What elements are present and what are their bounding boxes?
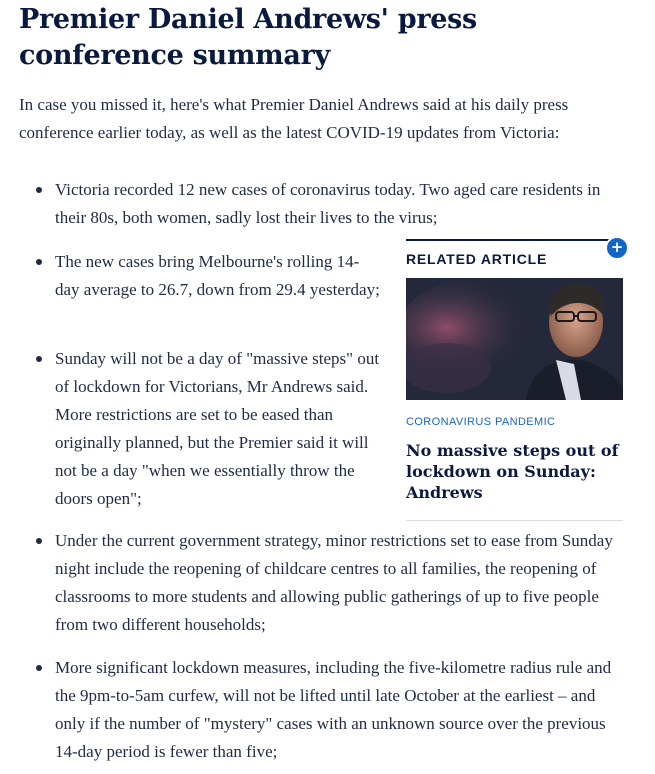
list-item-text: More significant lockdown measures, including the five-kilometre radius rule and the 9pm-to-5am curfew, will not be lifted until late October at the earliest – and only if the number of "mystery" cases with an unknown source over the previous 14-day period is fewer than five; [55, 658, 612, 761]
related-article-category[interactable]: CORONAVIRUS PANDEMIC [406, 416, 556, 428]
list-item-text: Victoria recorded 12 new cases of coronavirus today. Two aged care residents in their 80s, both women, sadly lost their lives to the virus; [55, 180, 601, 227]
list-item [55, 527, 625, 639]
list-item [55, 248, 380, 304]
bullet-icon [36, 356, 42, 362]
article-intro: In case you missed it, here's what Premier Daniel Andrews said at his daily press conference earlier today, as well as the latest COVID-19 updates from Victoria: [19, 95, 569, 142]
bullet-icon [36, 538, 42, 544]
related-article-title[interactable]: No massive steps out of lockdown on Sunday: Andrews [406, 441, 619, 502]
article-title: Premier Daniel Andrews' press conference summary [19, 4, 477, 71]
list-item [55, 345, 390, 513]
bullet-icon [36, 187, 42, 193]
list-item-text: The new cases bring Melbourne's rolling 14-day average to 26.7, down from 29.4 yesterday; [55, 252, 380, 299]
related-article-card[interactable] [406, 239, 623, 521]
related-article-heading: RELATED ARTICLE [406, 251, 548, 267]
related-article-image[interactable] [406, 278, 623, 400]
bullet-icon [36, 259, 42, 265]
list-item [55, 176, 620, 232]
list-item [55, 654, 625, 766]
list-item-text: Sunday will not be a day of "massive steps" out of lockdown for Victorians, Mr Andrews said. More restrictions are set to be eased than originally planned, but the Premier said it will not be a day "when we essentially throw the doors open"; [55, 349, 380, 508]
list-item-text: Under the current government strategy, minor restrictions set to ease from Sunday night include the reopening of childcare centres to all families, the reopening of classrooms to more students and allowing public gatherings of up to five people from two different households; [55, 531, 613, 634]
premier-photo-icon [406, 278, 623, 400]
add-plus-icon[interactable]: + [605, 236, 629, 260]
bullet-icon [36, 665, 42, 671]
